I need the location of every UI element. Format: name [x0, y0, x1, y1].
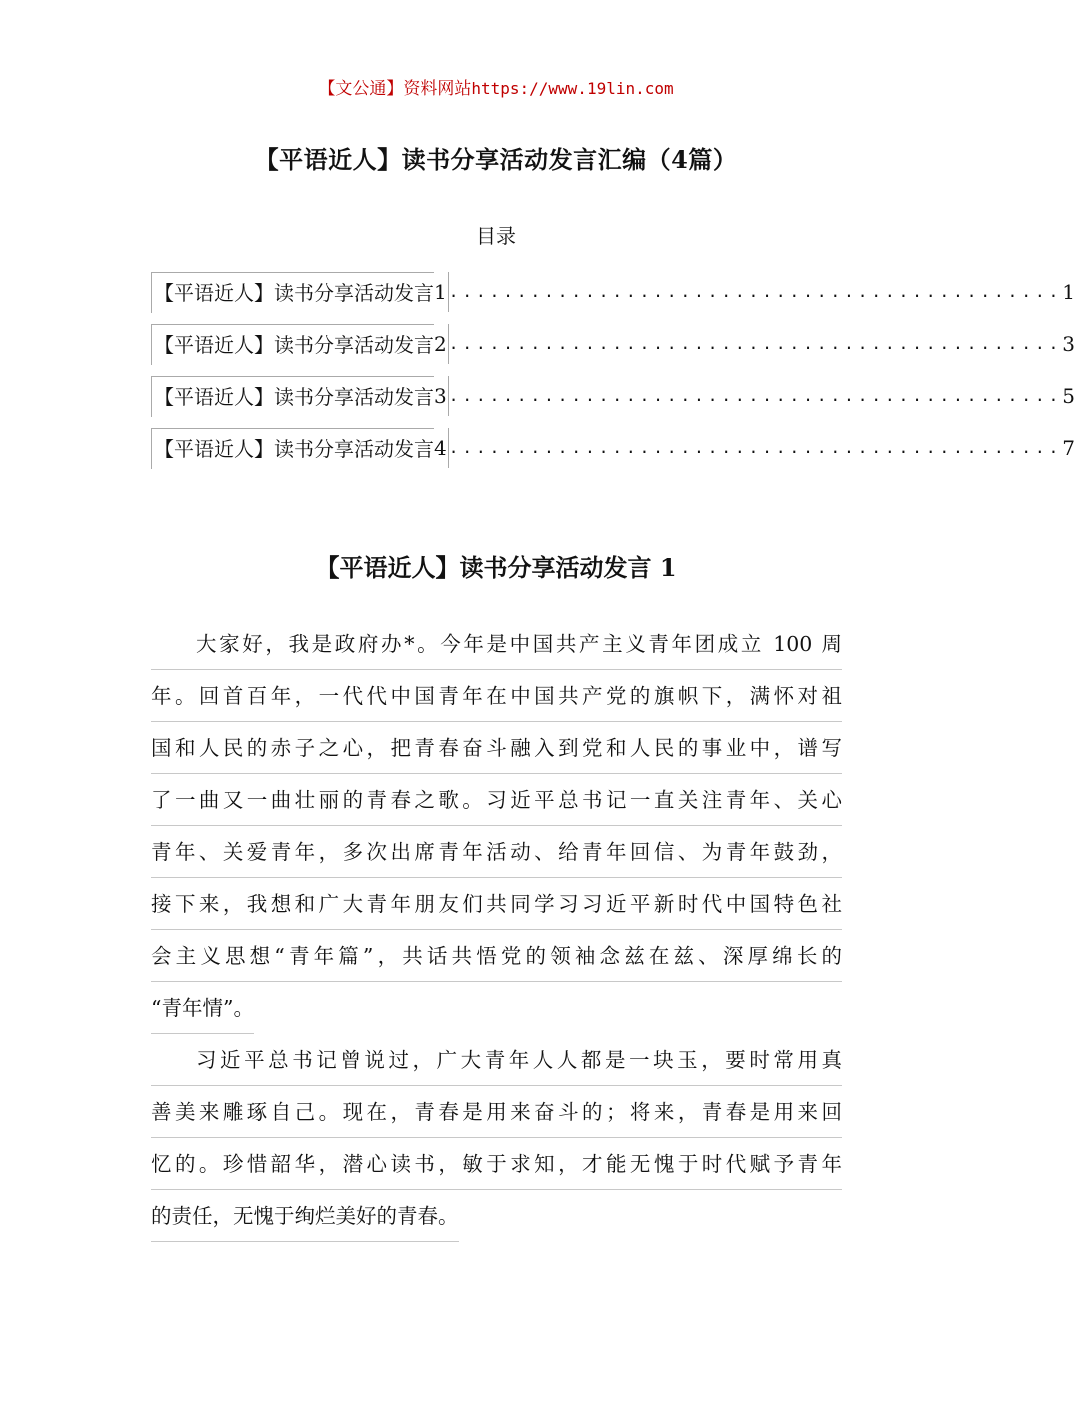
site-brand: 【文公通】资料网站 [318, 79, 472, 99]
document-title: 【平语近人】读书分享活动发言汇编（4篇） [254, 145, 738, 174]
paragraph-line: 国和人民的赤子之心，把青春奋斗融入到党和人民的事业中，谱写 [151, 722, 842, 774]
toc-entry-number: 1 [434, 272, 449, 312]
site-url[interactable]: https://www.19lin.com [471, 79, 674, 98]
toc-entry-label: 【平语近人】读书分享活动发言 [151, 428, 434, 469]
toc-entry[interactable] [151, 318, 1075, 370]
body-paragraph [151, 618, 842, 1034]
paragraph-line: 了一曲又一曲壮丽的青春之歌。习近平总书记一直关注青年、关心 [151, 774, 842, 826]
body-paragraph [151, 1034, 842, 1242]
paragraph-line: 年。回首百年，一代代中国青年在中国共产党的旗帜下，满怀对祖 [151, 670, 842, 722]
paragraph-line: 善美来雕琢自己。现在，青春是用来奋斗的；将来，青春是用来回 [151, 1086, 842, 1138]
toc-entry-page: 1 [1062, 280, 1075, 304]
toc-entry[interactable] [151, 266, 1075, 318]
paragraph-line: 接下来，我想和广大青年朋友们共同学习习近平新时代中国特色社 [151, 878, 842, 930]
toc-entry-number: 4 [434, 428, 449, 468]
paragraph-line: 青年、关爱青年，多次出席青年活动、给青年回信、为青年鼓劲， [151, 826, 842, 878]
toc-entry-page: 3 [1062, 332, 1075, 356]
toc-leader-dots: ............................................. [448, 386, 1063, 405]
paragraph-line: 忆的。珍惜韶华，潜心读书，敏于求知，才能无愧于时代赋予青年 [151, 1138, 842, 1190]
paragraph-line: 大家好，我是政府办*。今年是中国共产主义青年团成立 100 周 [151, 618, 842, 670]
toc-entry-number: 2 [434, 324, 449, 364]
toc-entry-page: 7 [1062, 436, 1075, 460]
toc-entry-label: 【平语近人】读书分享活动发言 [151, 272, 434, 313]
section-title: 【平语近人】读书分享活动发言 1 [315, 553, 677, 582]
toc-leader-dots: ............................................. [448, 334, 1063, 353]
toc-entry-label: 【平语近人】读书分享活动发言 [151, 376, 434, 417]
site-header [0, 74, 992, 99]
toc-entry[interactable] [151, 422, 1075, 474]
paragraph-line: 的责任，无愧于绚烂美好的青春。 [151, 1190, 459, 1242]
paragraph-line: 习近平总书记曾说过，广大青年人人都是一块玉，要时常用真 [151, 1034, 842, 1086]
toc-leader-dots: ............................................. [448, 438, 1063, 457]
toc-entry-number: 3 [434, 376, 449, 416]
toc-leader-dots: ............................................. [448, 282, 1063, 301]
toc-entry-label: 【平语近人】读书分享活动发言 [151, 324, 434, 365]
paragraph-line: “青年情”。 [151, 982, 254, 1034]
toc-heading: 目录 [476, 224, 516, 248]
toc-entry[interactable] [151, 370, 1075, 422]
toc-entry-page: 5 [1062, 384, 1075, 408]
table-of-contents [151, 266, 1075, 474]
paragraph-line: 会主义思想“青年篇”，共话共悟党的领袖念兹在兹、深厚绵长的 [151, 930, 842, 982]
